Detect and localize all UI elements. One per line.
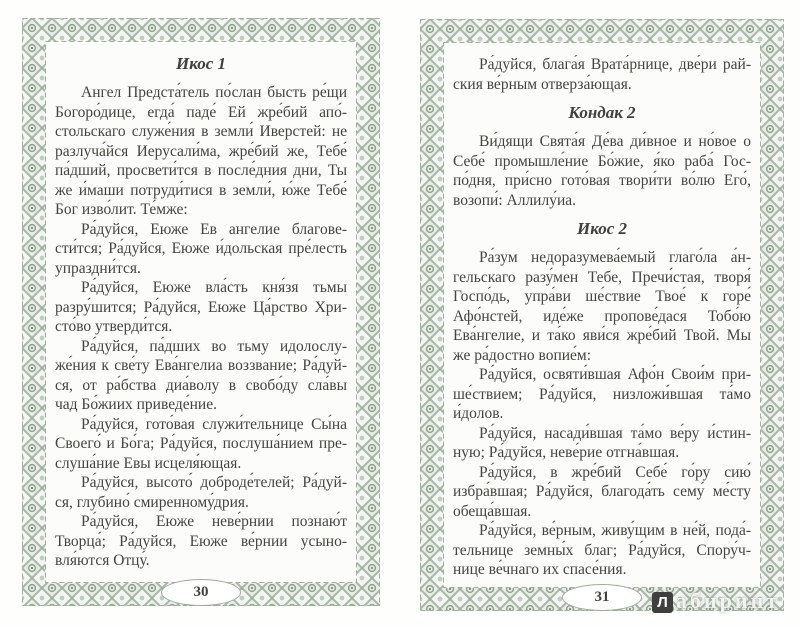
text-line: Ева́нгелие, и та́ко яви́ся жре́бий Твой. Мы bbox=[453, 327, 751, 344]
text-line: Ви́дящи Свята́я Де́ва ди́вное и но́вое о bbox=[479, 133, 751, 150]
text-line: по́дня, при́сно гото́вая твори́ти во́лю Его́, bbox=[453, 172, 751, 189]
text-line: Афо́нстей, иде́же пропове́дася Тобо́ю bbox=[453, 307, 751, 325]
text-line: обеща́вшая. bbox=[453, 502, 532, 520]
text-line: сто́во утверди́тся. bbox=[55, 318, 173, 335]
text-line: Ра́дуйся, гото́вая служи́тельнице Сы́на bbox=[81, 415, 347, 433]
text-line: же ра́достно вопие́м: bbox=[453, 346, 592, 364]
page-right bbox=[420, 19, 784, 611]
text-line: разру́шится; Ра́дуйся, Еюже Ца́рство Хри- bbox=[55, 298, 347, 316]
text-line: стольскаго служе́ния в земли́ Иверстей: не bbox=[55, 123, 347, 140]
text-line: нице ве́чнаго их спасе́ния. bbox=[453, 561, 627, 578]
text-line: Творца́; Ра́дуйся, Еюже ве́рнии усыно- bbox=[55, 532, 347, 550]
text-line: разлуча́йся Иерусали́ма, жре́бий же, Тебе́ bbox=[55, 142, 347, 160]
section-heading: Кондак 2 bbox=[568, 103, 636, 122]
text-line: Своего́ и Бо́га; Ра́дуйся, послуша́нием пре- bbox=[55, 435, 347, 452]
text-line: Ра́дуйся, блага́я Врата́рнице, две́ри рай- bbox=[479, 56, 751, 73]
text-line: Ра́дуйся, Еюже Ев ангелие благове- bbox=[81, 220, 347, 238]
page-right-text bbox=[453, 55, 751, 581]
text-line: ше́ствием; Ра́дуйся, низложи́вшая та́мо bbox=[453, 385, 751, 403]
watermark-word: абиринт bbox=[676, 588, 781, 613]
text-line: Бог изво́лит. Те́мже: bbox=[55, 201, 188, 218]
text-line: па́дший, просвети́тся в после́дния дни, Ты bbox=[55, 162, 347, 179]
text-line: же́ния к све́ту Ева́нгелиа воззвание; Ра́дуй- bbox=[55, 357, 347, 374]
text-line: гельскаго разу́мен Тебе, Пречи́стая, творя́ bbox=[453, 268, 751, 286]
text-line: ся, глубино́ смиренному́дрия. bbox=[55, 493, 249, 511]
text-line: ския ве́рным отверза́ющая. bbox=[453, 75, 632, 93]
text-line: слуша́ние Евы исцеля́ющая. bbox=[55, 454, 242, 472]
text-line: Ангел Предста́тель по́слан бысть ре́щи bbox=[81, 84, 347, 101]
page-number-right bbox=[562, 584, 642, 611]
text-line: сти́тся; Ра́дуйся, Еюже и́дольская пре́лесть bbox=[55, 240, 347, 257]
text-line: Ра́дуйся, высото́ доброде́телей; Ра́дуй- bbox=[81, 474, 347, 491]
labirint-logo-icon bbox=[652, 592, 673, 613]
section-heading: Икос 1 bbox=[176, 54, 226, 73]
text-line: Ра́дуйся, Еюже неве́рнии познаю́т bbox=[81, 513, 347, 530]
text-line: ную; Ра́дуйся, неве́рие отгна́вшая. bbox=[453, 444, 680, 461]
page-number-left bbox=[161, 579, 241, 606]
text-line: упраздни́тся. bbox=[55, 259, 141, 277]
text-line: Ра́зум недоразумева́емый глаго́ла а́н- bbox=[479, 249, 751, 266]
text-line: чад Бо́жиих приведе́ние. bbox=[55, 396, 217, 413]
text-line: Себе́ промышле́ние Бо́жие, я́ко раба́ Гос- bbox=[453, 152, 751, 170]
text-line: вля́ются Отцу́. bbox=[55, 552, 150, 569]
text-line: Ра́дуйся, освяти́вшая Афо́н Свои́м при- bbox=[479, 366, 751, 383]
text-line: Госпо́дь, упра́ви ше́ствие Твое́ к горе́ bbox=[453, 288, 751, 305]
labirint-watermark bbox=[652, 588, 800, 622]
text-line: ся, от ра́бства диа́волу в свобо́ду сла́вы bbox=[55, 376, 347, 394]
page-number-label: 30 bbox=[193, 584, 209, 600]
page-left bbox=[22, 18, 380, 606]
watermark-initial: Л bbox=[657, 594, 668, 611]
text-line: избра́вшая; Ра́дуйся, благода́ть сему́ ме́сту bbox=[453, 483, 751, 500]
text-line: Ра́дуйся, па́дших во тьму идолослу- bbox=[81, 337, 347, 355]
text-line: возопи́: Аллилу́иа. bbox=[453, 191, 577, 209]
section-heading: Икос 2 bbox=[577, 219, 627, 238]
page-number-label: 31 bbox=[594, 589, 610, 605]
text-line: Ра́дуйся, Еюже вла́сть кня́зя тьмы bbox=[81, 279, 347, 296]
text-line: и́долов. bbox=[453, 405, 504, 422]
text-line: Ра́дуйся, в жре́бий Себе́ го́ру сию́ bbox=[479, 463, 751, 481]
text-line: же и́маши потруди́тися в земли́, ю́же Тебе́ bbox=[55, 181, 347, 199]
text-line: Ра́дуйся, насади́вшая та́мо ве́ру и́стин- bbox=[479, 424, 751, 442]
text-line: тельнице земны́х благ; Ра́дуйся, Спору́ч- bbox=[453, 541, 751, 559]
page-left-text bbox=[55, 54, 347, 576]
text-line: Богоро́дице, егда́ паде́ Ей жре́бий апо́- bbox=[55, 103, 347, 121]
text-line: Ра́дуйся, ве́рным, живу́щим в не́й, пода́- bbox=[479, 522, 751, 539]
